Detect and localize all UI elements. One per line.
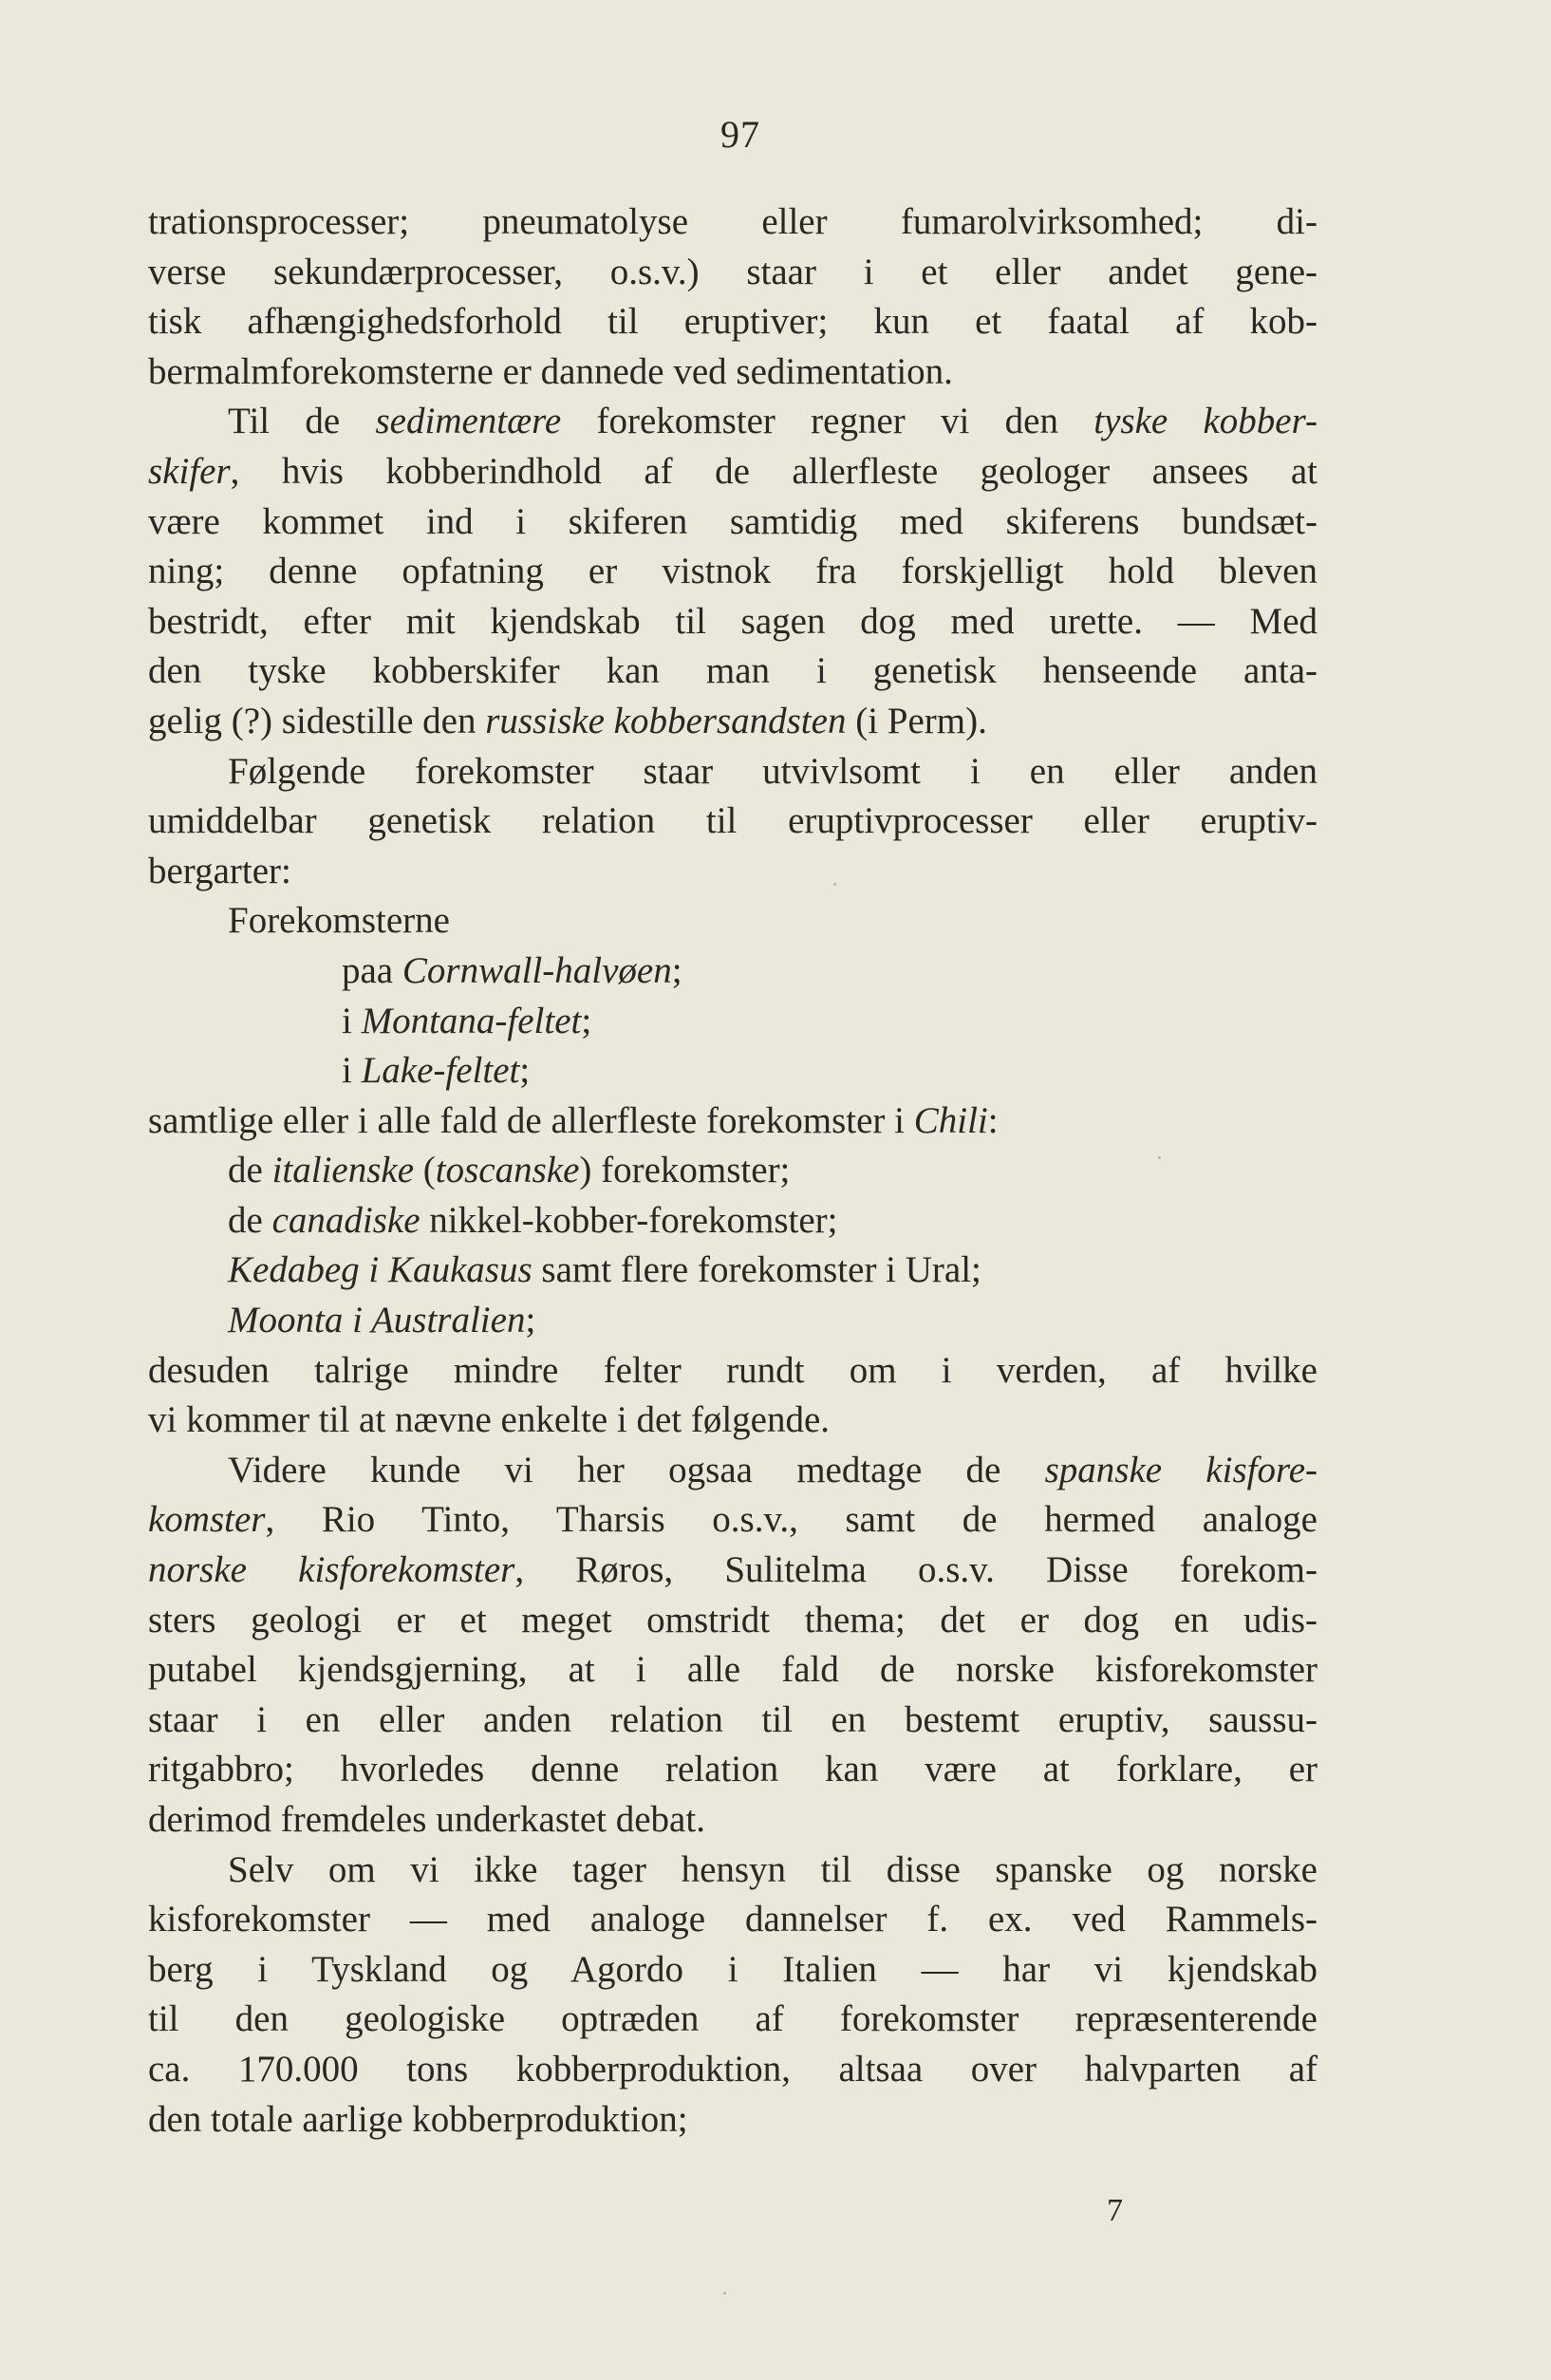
list-item: Kedabeg i Kaukasus samt flere forekomster i Ural; (228, 1249, 981, 1291)
italic-term: Cornwall-halvøen (402, 949, 672, 991)
italic-term: norske kisforekomster (148, 1549, 515, 1591)
text-line: gelig (?) sidestille den russiske kobbersandsten (i Perm). (148, 700, 987, 741)
text-line: vi kommer til at nævne enkelte i det følgende. (148, 1399, 831, 1441)
text-line: være kommet ind i skiferen samtidig med skiferens bundsæt- (148, 500, 1317, 542)
paragraph-start-line: Følgende forekomster staar utvivlsomt i en eller anden (228, 750, 1317, 792)
text-line: derimod fremdeles underkastet debat. (148, 1799, 705, 1840)
text-line: trationsprocesser; pneumatolyse eller fumarolvirksomhed; di- (148, 201, 1317, 242)
text-line: berg i Tyskland og Agordo i Italien — har vi kjendskab (148, 1948, 1317, 1990)
text-line: bergarter: (148, 850, 291, 891)
paragraph-start-line: Til de sedimentære forekomster regner vi den tyske kobber- (228, 401, 1317, 442)
text-line: ca. 170.000 tons kobberproduktion, altsaa over halvparten af (148, 2048, 1317, 2090)
text-line: skifer, hvis kobberindhold af de allerfleste geologer ansees at (148, 450, 1317, 492)
italic-term: Lake-feltet (361, 1050, 520, 1092)
page-number: 97 (720, 113, 760, 156)
italic-term: sedimentære (375, 401, 562, 442)
text-line: den totale aarlige kobberproduktion; (148, 2098, 688, 2140)
paragraph-start-line: Selv om vi ikke tager hensyn til disse spanske og norske (228, 1848, 1317, 1890)
text-line: bermalmforekomsterne er dannede ved sedimentation. (148, 350, 953, 392)
text-line: bestridt, efter mit kjendskab til sagen dog med urette. — Med (148, 600, 1317, 642)
italic-term: tyske kobber- (1093, 401, 1317, 442)
italic-term: komster (148, 1499, 266, 1541)
text-line: kisforekomster — med analoge dannelser f. ex. ved Rammels- (148, 1899, 1317, 1940)
list-item: i Lake-feltet; (342, 1050, 531, 1092)
text-line: sters geologi er et meget omstridt thema; det er dog en udis- (148, 1599, 1317, 1640)
paper-speck (833, 883, 836, 886)
italic-term: italienske (271, 1150, 415, 1191)
italic-term: Montana-feltet (361, 1000, 582, 1041)
italic-term: spanske kisfore- (1044, 1449, 1317, 1490)
italic-term: Moonta i Australien (228, 1300, 526, 1341)
text-line: den tyske kobberskifer kan man i genetisk henseende anta- (148, 650, 1317, 692)
list-item: de canadiske nikkel-kobber-forekomster; (228, 1199, 838, 1241)
italic-term: canadiske (271, 1199, 420, 1241)
text-line: samtlige eller i alle fald de allerfleste forekomster i Chili: (148, 1099, 999, 1141)
text-line: ning; denne opfatning er vistnok fra forskjelligt hold bleven (148, 551, 1317, 592)
list-item: paa Cornwall-halvøen; (342, 949, 682, 991)
italic-term: toscanske (435, 1150, 580, 1191)
text-line: norske kisforekomster, Røros, Sulitelma o.s.v. Disse forekom- (148, 1549, 1317, 1591)
text-line: til den geologiske optræden af forekomster repræsenterende (148, 1998, 1317, 2040)
list-item: de italienske (toscanske) forekomster; (228, 1150, 791, 1191)
text-line: putabel kjendsgjerning, at i alle fald de norske kisforekomster (148, 1649, 1317, 1691)
text-line: ritgabbro; hvorledes denne relation kan være at forklare, er (148, 1749, 1317, 1790)
text-line: tisk afhængighedsforhold til eruptiver; kun et faatal af kob- (148, 301, 1317, 343)
italic-term: Chili (913, 1099, 988, 1141)
body-text (148, 197, 1317, 2145)
text-line: verse sekundærprocesser, o.s.v.) staar i et eller andet gene- (148, 251, 1317, 292)
text-line: desuden talrige mindre felter rundt om i verden, af hvilke (148, 1349, 1317, 1391)
text-line: staar i en eller anden relation til en bestemt eruptiv, saussu- (148, 1698, 1317, 1740)
italic-term: Kedabeg i Kaukasus (228, 1249, 533, 1291)
paragraph-start-line: Videre kunde vi her ogsaa medtage de spanske kisfore- (228, 1449, 1317, 1490)
list-item: i Montana-feltet; (342, 1000, 592, 1041)
list-heading: Forekomsterne (228, 900, 450, 942)
list-item: Moonta i Australien; (228, 1300, 536, 1341)
text-line: komster, Rio Tinto, Tharsis o.s.v., samt de hermed analoge (148, 1499, 1317, 1541)
text-line: umiddelbar genetisk relation til eruptivprocesser eller eruptiv- (148, 800, 1317, 842)
paper-speck (1158, 1156, 1161, 1159)
italic-term: skifer (148, 450, 231, 492)
paper-speck (723, 2292, 726, 2295)
sheet-signature: 7 (1107, 2193, 1123, 2228)
italic-term: russiske kobbersandsten (485, 700, 847, 741)
